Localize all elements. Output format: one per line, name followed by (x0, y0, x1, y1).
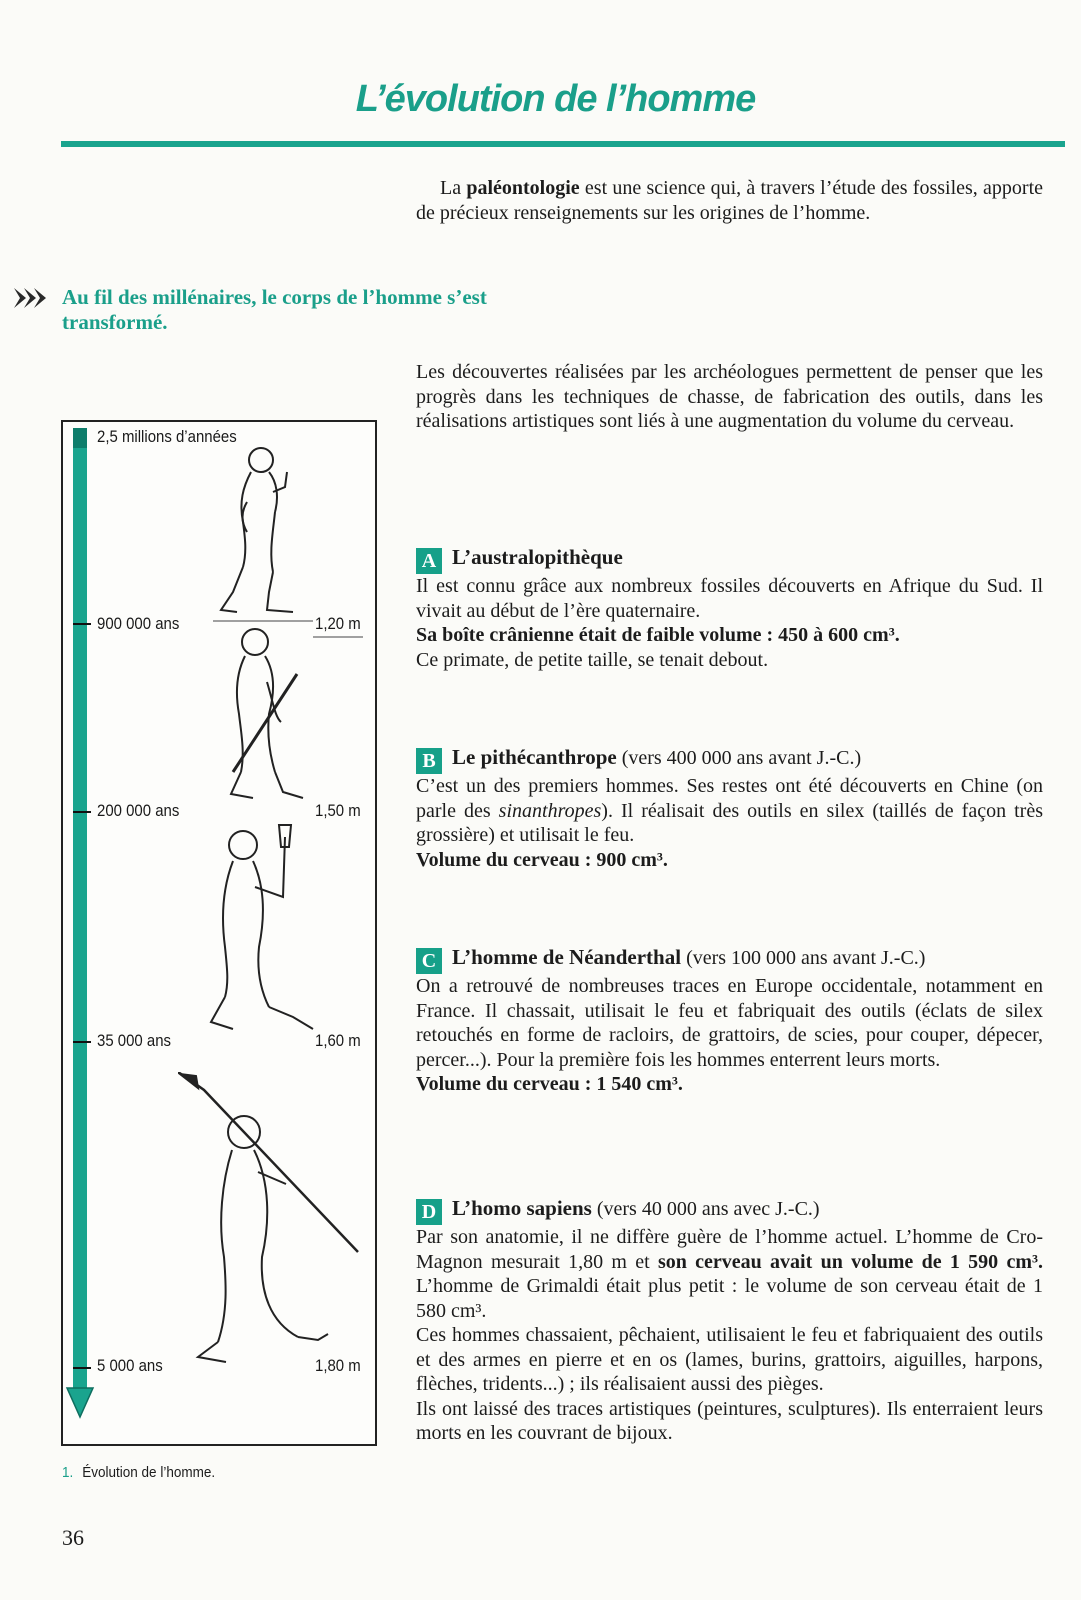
section-b-text2: ). Il réalisait des outils en silex (taillés de façon très grossière) et utilisait le feu. (416, 799, 1043, 846)
section-b-title: Le pithécanthrope (452, 745, 617, 769)
subheading-text: Au fil des millénaires, le corps de l’homme s’est transformé. (62, 285, 487, 334)
section-a-title: L’australopithèque (452, 545, 623, 569)
section-b-text1: C’est un des premiers hommes. Ses restes ont été découverts en Chine (on parle des (416, 775, 1043, 822)
discoveries-text: Les découvertes réalisées par les archéologues permettent de penser que les progrès dans les techniques de chasse, de fabrication des outils, dans les réalisations artistiques sont liés à une augmentation du volume du cerveau. (416, 361, 1043, 432)
page-title: L’évolution de l’homme (355, 78, 756, 120)
caption-text: Évolution de l’homme. (82, 1464, 216, 1481)
timeline-label-3: 200 000 ans (97, 801, 180, 820)
timeline-label-4: 35 000 ans (97, 1031, 172, 1050)
timeline-label-1: 2,5 millions d’années (97, 427, 237, 446)
figure-caption (62, 1464, 215, 1481)
section-d-date: (vers 40 000 ans avec J.-C.) (591, 1198, 820, 1220)
caption-number: 1. (62, 1464, 74, 1481)
section-d-text2: L’homme de Grimaldi était plus petit : le volume de son cerveau était de 1 580 cm³. (416, 1275, 1043, 1322)
height-label-4: 1,80 m (315, 1356, 361, 1375)
intro-before: La (440, 177, 467, 199)
section-b-bold: Volume du cerveau : 900 cm³. (416, 848, 668, 871)
intro-after: est une science qui, à travers l’étude des fossiles, apporte de précieux renseignements sur les origines de l’homme. (416, 177, 1044, 224)
homo-sapiens-figure-icon (178, 1072, 368, 1372)
section-c-text: On a retrouvé de nombreuses traces en Europe occidentale, notamment en France. Il chassait, utilisait le feu et fabriquait des outils (éclats de silex retouchés en forme de racloirs, de grattoirs, de scies, pour couper, dépecer, percer...). Pour la première fois les hommes enterrent leurs morts. (416, 975, 1043, 1071)
double-arrow-icon (14, 287, 54, 309)
intro-term: paléontologie (466, 177, 580, 199)
pithecanthrope-figure-icon (203, 622, 333, 812)
neanderthal-figure-icon (203, 817, 333, 1042)
section-c-bold: Volume du cerveau : 1 540 cm³. (416, 1073, 683, 1095)
section-letter-c: C (416, 948, 442, 974)
section-b-italic: sinanthropes (498, 799, 602, 822)
section-a-text2: Ce primate, de petite taille, se tenait debout. (416, 648, 769, 671)
australopitheque-figure-icon (203, 442, 313, 622)
section-neanderthal (416, 945, 1043, 1097)
section-a-bold: Sa boîte crânienne était de faible volume : 450 à 600 cm³. (416, 624, 900, 646)
evolution-figure (61, 420, 377, 1446)
section-d-text4: Ils ont laissé des traces artistiques (peintures, sculptures). Ils enterraient leurs morts en les couvrant de bijoux. (416, 1397, 1043, 1444)
title-rule (61, 141, 1065, 147)
discoveries-paragraph (416, 360, 1043, 434)
section-d-text1: Par son anatomie, il ne diffère guère de l’homme actuel. L’homme de Cro-Magnon mesurait 1,80 m et (416, 1226, 1043, 1273)
timeline-label-5: 5 000 ans (97, 1356, 163, 1375)
section-d-title: L’homo sapiens (452, 1196, 592, 1220)
section-c-date: (vers 100 000 ans avant J.-C.) (681, 947, 926, 969)
section-pithecanthrope (416, 745, 1043, 872)
subheading (14, 285, 574, 335)
section-homo-sapiens (416, 1196, 1043, 1446)
intro-paragraph (416, 176, 1043, 225)
section-c-title: L’homme de Néanderthal (452, 945, 682, 969)
height-label-1: 1,20 m (315, 614, 361, 633)
height-label-3: 1,60 m (315, 1031, 361, 1050)
section-b-date: (vers 400 000 ans avant J.-C.) (616, 747, 862, 769)
page-number: 36 (62, 1525, 84, 1550)
section-letter-b: B (416, 748, 442, 774)
timeline-label-2: 900 000 ans (97, 614, 180, 633)
section-d-bold: son cerveau avait un volume de 1 590 cm³. (657, 1250, 1043, 1273)
height-label-2: 1,50 m (315, 801, 361, 820)
section-letter-d: D (416, 1199, 442, 1225)
section-australopitheque (416, 545, 1043, 672)
section-letter-a: A (416, 548, 442, 574)
section-a-text: Il est connu grâce aux nombreux fossiles découverts en Afrique du Sud. Il vivait au début de l’ère quaternaire. (416, 575, 1043, 622)
section-d-text3: Ces hommes chassaient, pêchaient, utilisaient le feu et fabriquaient des outils et des armes en pierre et en os (lames, burins, grattoirs, aiguilles, harpons, flèches, tridents...) ; ils réalisaient aussi des pièges. (416, 1324, 1043, 1395)
